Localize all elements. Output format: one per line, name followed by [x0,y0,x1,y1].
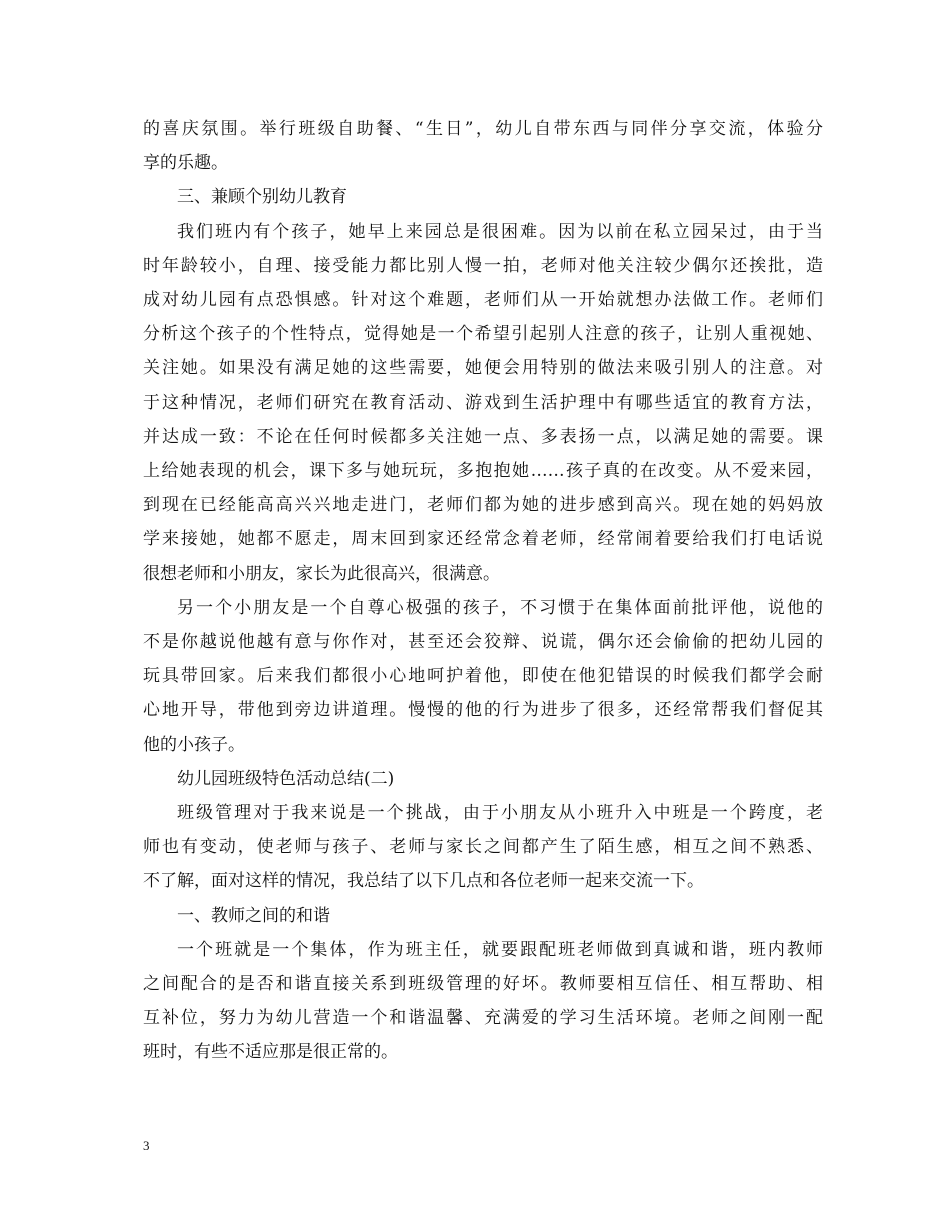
text-line: 幼儿园班级特色活动总结(二) [177,768,395,789]
text-line: 不了解，面对这样的情况，我总结了以下几点和各位老师一起来交流一下。 [143,871,704,892]
text-line: 关注她。如果没有满足她的这些需要，她便会用特别的做法来吸引别人的注意。对 [143,358,823,379]
page-number: 3 [143,1138,150,1153]
text-line: 并达成一致：不论在任何时候都多关注她一点、多表扬一点，以满足她的需要。课 [143,426,823,447]
text-line: 一个班就是一个集体，作为班主任，就要跟配班老师做到真诚和谐，班内教师 [177,939,823,960]
text-line: 上给她表现的机会，课下多与她玩玩，多抱抱她……孩子真的在改变。从不爱来园， [143,461,823,481]
text-line: 班时，有些不适应那是很正常的。 [143,1042,398,1063]
text-line: 享的乐趣。 [143,153,228,174]
text-line: 学来接她，她都不愿走，周末回到家还经常念着老师，经常闹着要给我们打电话说 [143,529,823,550]
text-line: 不是你越说他越有意与你作对，甚至还会狡辩、说谎，偶尔还会偷偷的把幼儿园的 [143,632,823,652]
text-line: 他的小孩子。 [143,734,245,755]
text-line: 我们班内有个孩子，她早上来园总是很困难。因为以前在私立园呆过，由于当 [177,221,823,242]
text-line: 师也有变动，使老师与孩子、老师与家长之间都产生了陌生感，相互之间不熟悉、 [143,837,823,858]
text-line: 一、教师之间的和谐 [177,905,330,926]
text-line: 三、兼顾个别幼儿教育 [177,187,347,208]
text-line: 班级管理对于我来说是一个挑战，由于小朋友从小班升入中班是一个跨度，老 [177,803,823,823]
text-line: 分析这个孩子的个性特点，觉得她是一个希望引起别人注意的孩子，让别人重视她、 [143,324,823,345]
text-line: 于这种情况，老师们研究在教育活动、游戏到生活护理中有哪些适宜的教育方法， [143,392,823,413]
text-line: 玩具带回家。后来我们都很小心地呵护着他，即使在他犯错误的时候我们都学会耐 [143,666,823,687]
text-line: 另一个小朋友是一个自尊心极强的孩子，不习惯于在集体面前批评他，说他的 [177,597,823,618]
text-line: 心地开导，带他到旁边讲道理。慢慢的他的行为进步了很多，还经常帮我们督促其 [143,700,823,721]
text-line: 之间配合的是否和谐直接关系到班级管理的好坏。教师要相互信任、相互帮助、相 [143,974,823,994]
text-line: 时年龄较小，自理、接受能力都比别人慢一拍，老师对他关注较少偶尔还挨批，造 [143,255,823,276]
text-line: 的喜庆氛围。举行班级自助餐、“生日”，幼儿自带东西与同伴分享交流，体验分 [143,119,823,139]
text-line: 到现在已经能高高兴兴地走进门，老师们都为她的进步感到高兴。现在她的妈妈放 [143,495,823,516]
text-line: 很想老师和小朋友，家长为此很高兴，很满意。 [143,563,500,584]
text-line: 互补位，努力为幼儿营造一个和谐温馨、充满爱的学习生活环境。老师之间刚一配 [143,1008,823,1029]
text-line: 成对幼儿园有点恐惧感。针对这个难题，老师们从一开始就想办法做工作。老师们 [143,290,823,310]
